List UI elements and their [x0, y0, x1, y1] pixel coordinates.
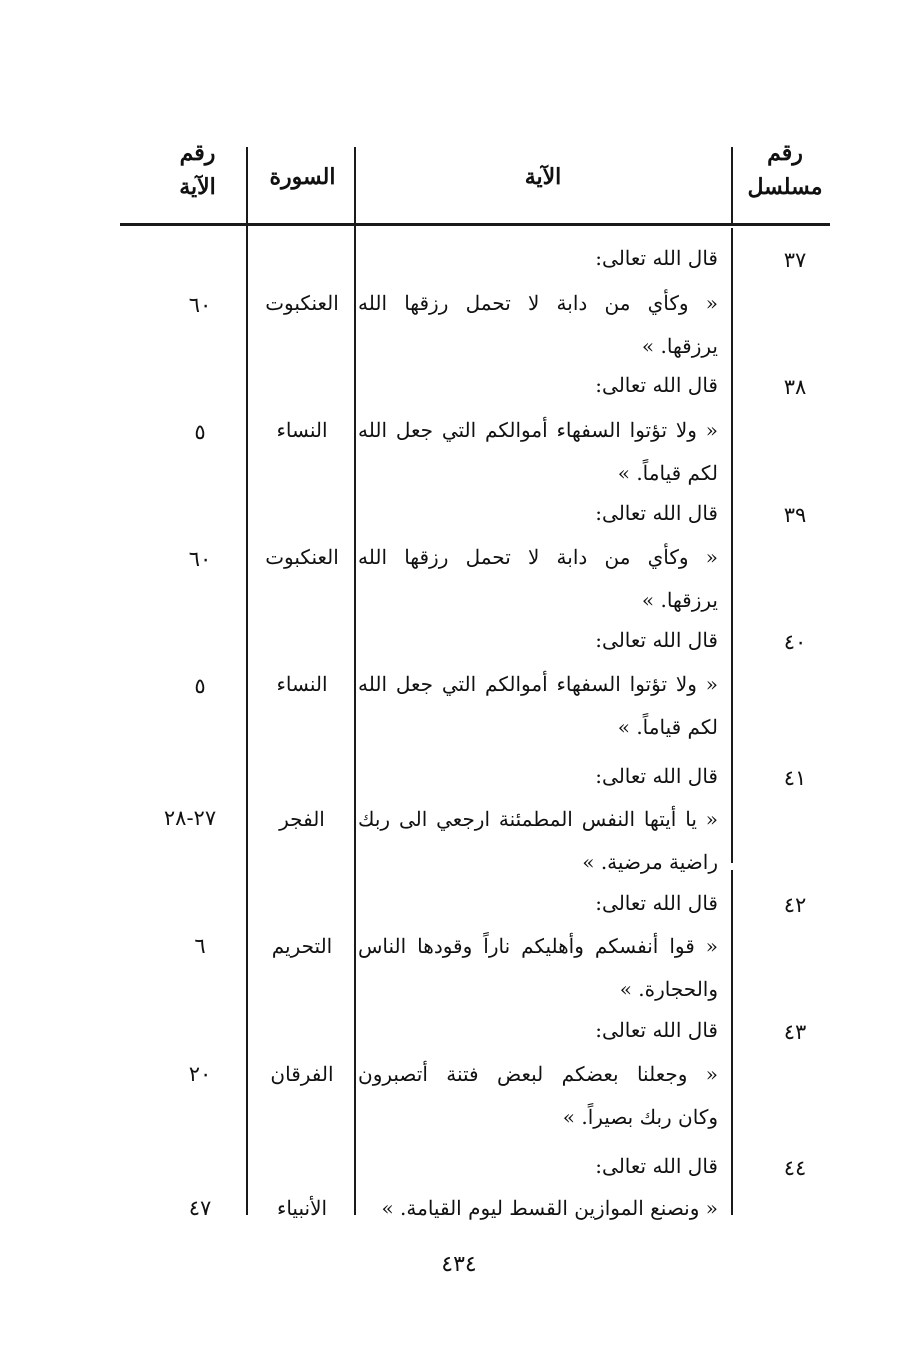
serial-number: ٤٣ [783, 1020, 807, 1044]
divider-verse-surah [354, 147, 356, 1215]
verse-line: قال الله تعالى: [595, 1018, 718, 1042]
surah-name: النساء [276, 418, 328, 442]
verse-line: « وكأي من دابة لا تحمل رزقها الله [358, 545, 718, 569]
surah-name: التحريم [271, 934, 333, 958]
verse-number: ٦٠ [188, 547, 212, 571]
verse-number: ٦٠ [188, 293, 212, 317]
serial-number: ٣٧ [783, 248, 807, 272]
verse-line: « ولا تؤتوا السفهاء أموالكم التي جعل الله [358, 672, 718, 696]
verse-number: ٤٧ [188, 1196, 212, 1220]
header-surah: السورة [269, 164, 336, 190]
verse-line: قال الله تعالى: [595, 373, 718, 397]
verse-number: ٢٠ [188, 1062, 212, 1086]
serial-number: ٤١ [783, 766, 807, 790]
verse-line: قال الله تعالى: [595, 764, 718, 788]
header-verse-number-line-2: الآية [179, 174, 216, 201]
surah-name: النساء [276, 672, 328, 696]
divider-serial-verse-lower [731, 870, 733, 1215]
verse-line: قال الله تعالى: [595, 628, 718, 652]
header-rule [120, 223, 830, 226]
header-verse: الآية [524, 164, 562, 190]
verse-line: « وجعلنا بعضكم لبعض فتنة أتصبرون [358, 1062, 718, 1086]
verse-line: قال الله تعالى: [595, 1154, 718, 1178]
verse-number: ٥ [194, 420, 206, 444]
verse-line: قال الله تعالى: [595, 501, 718, 525]
verse-line: راضية مرضية. » [582, 850, 718, 874]
serial-number: ٤٠ [783, 630, 807, 654]
verse-line: يرزقها. » [641, 334, 718, 358]
header-serial-line-2: مسلسل [747, 174, 823, 201]
header-verse-number [150, 136, 245, 204]
serial-number: ٤٢ [783, 893, 807, 917]
divider-serial-verse [731, 228, 733, 863]
verse-line: « يا أيتها النفس المطمئنة ارجعي الى ربك [358, 807, 718, 831]
surah-name: العنكبوت [265, 545, 339, 569]
surah-name: الفجر [279, 807, 325, 831]
verse-line: وكان ربك بصيراً. » [562, 1105, 718, 1129]
surah-name: الأنبياء [276, 1196, 328, 1220]
verse-line: قال الله تعالى: [595, 891, 718, 915]
verse-line: قال الله تعالى: [595, 246, 718, 270]
verse-line: « وكأي من دابة لا تحمل رزقها الله [358, 291, 718, 315]
verse-line: لكم قياماً. » [617, 461, 718, 485]
serial-number: ٣٨ [783, 375, 807, 399]
verse-line: لكم قياماً. » [617, 715, 718, 739]
verse-line: والحجارة. » [619, 977, 718, 1001]
page-number: ٤٣٤ [441, 1252, 477, 1277]
verse-number: ٢٧-٢٨ [163, 806, 217, 830]
surah-name: العنكبوت [265, 291, 339, 315]
verse-line: « ولا تؤتوا السفهاء أموالكم التي جعل الله [358, 418, 718, 442]
surah-name: الفرقان [270, 1062, 334, 1086]
header-serial-line-1: رقم [767, 140, 803, 166]
verse-line: « ونصنع الموازين القسط ليوم القيامة. » [381, 1196, 718, 1220]
serial-number: ٤٤ [783, 1156, 807, 1180]
serial-number: ٣٩ [783, 503, 807, 527]
verse-number: ٦ [194, 934, 206, 958]
header-verse-number-line-1: رقم [179, 140, 216, 166]
verse-line: « قوا أنفسكم وأهليكم ناراً وقودها الناس [358, 934, 718, 958]
verse-number: ٥ [194, 674, 206, 698]
verse-line: يرزقها. » [641, 588, 718, 612]
divider-serial-verse-header [731, 147, 733, 225]
header-serial [740, 136, 830, 204]
divider-surah-number [246, 147, 248, 1215]
